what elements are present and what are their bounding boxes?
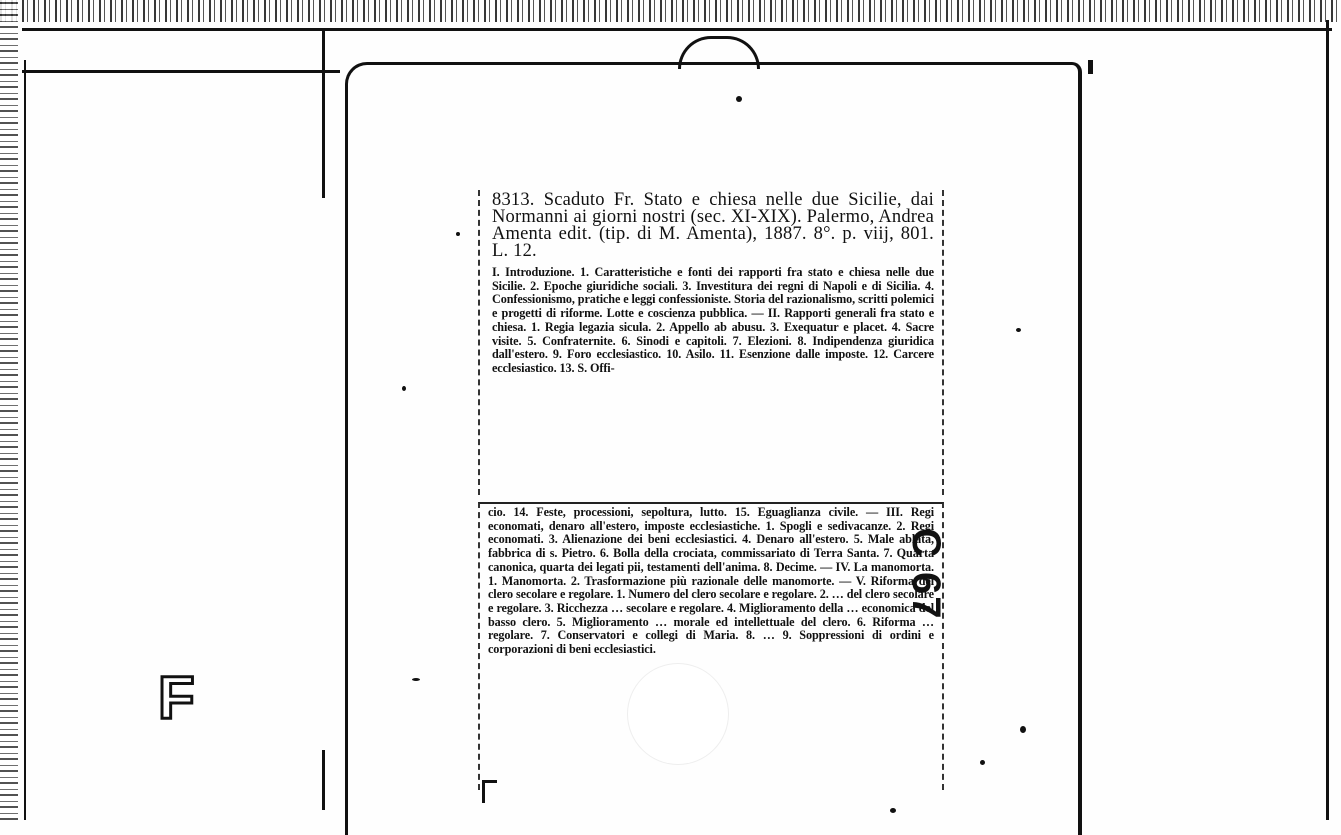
scan-speck xyxy=(402,386,406,391)
clipping-part-1 xyxy=(478,190,944,495)
card-tab-letter: F xyxy=(158,664,195,731)
scan-speck xyxy=(322,750,325,810)
frame-line-top xyxy=(22,28,1332,31)
scan-speck xyxy=(890,808,896,813)
scan-speck xyxy=(736,96,742,102)
scan-speck xyxy=(1016,328,1021,332)
scan-speck xyxy=(1020,726,1026,733)
scan-speck xyxy=(412,678,420,681)
entry-body-part-1: I. Introduzione. 1. Caratteristiche e fonti dei rapporti fra stato e chiesa nelle due Sicilie. 2. Epoche giuridiche sociali. 3. Investitura dei regni di Napoli e di Sicilia. 4. Confessionismo, pratiche e leggi confessioniste. Storia del razionalismo, scritti polemici e progetti di riforme. Lotte e coscienza pubblica. — II. Rapporti generali fra stato e chiesa. 1. Regia legazia sicula. 2. Appello ab abusu. 3. Exequatur e placet. 4. Sacre visite. 5. Confraternite. 6. Sinodi e capitoli. 7. Elezioni. 8. Indipendenza giuridica dall'estero. 9. Foro ecclesiastico. 10. Asilo. 11. Esenzione dalle imposte. 12. Carcere ecclesiastico. 13. S. Offi- xyxy=(492,265,934,375)
scan-speck xyxy=(456,232,460,236)
frame-line-upper xyxy=(22,70,340,73)
clipping-corner-mark xyxy=(482,780,497,803)
scan-noise-left xyxy=(0,0,18,820)
scan-noise-top xyxy=(0,0,1341,22)
card-side-mark: C 67 xyxy=(904,528,948,621)
scan-speck xyxy=(980,760,985,765)
frame-line-right xyxy=(1326,20,1329,820)
entry-title: 8313. Scaduto Fr. Stato e chiesa nelle due Sicilie, dai Normanni ai giorni nostri (sec. XI-XIX). Palermo, Andrea Amenta edit. (tip. di M. Amenta), 1887. 8°. p. viij, 801. L. 12. xyxy=(492,190,934,261)
punch-hole xyxy=(628,664,728,764)
scan-speck xyxy=(1088,60,1093,74)
card-hole-arc xyxy=(678,36,760,69)
frame-line-left-edge xyxy=(24,60,26,820)
frame-line-vertical-left xyxy=(322,28,325,198)
entry-body-part-2: cio. 14. Feste, processioni, sepoltura, lutto. 15. Eguaglianza civile. — III. Regi economati, denaro all'estero, imposte ecclesiastiche. 1. Spogli e sedivacanze. 2. Regi economati. 3. Alienazione dei beni ecclesiastici. 4. Denaro all'estero. 5. Male ablata, fabbrica di s. Pietro. 6. Bolla della crociata, commissariato di Terra Santa. 7. Quarta canonica, quarta dei legati pii, testamenti dell'anima. 8. Decime. — IV. La manomorta. 1. Manomorta. 2. Trasformazione più razionale delle manomorte. — V. Riforma del clero secolare e regolare. 1. Numero del clero secolare e regolare. 2. … del clero secolare e regolare. 3. Ricchezza … secolare e regolare. 4. Miglioramento della … economica del basso clero. 5. Miglioramento … morale ed intellettuale del clero. 6. Riforma … regolare. 7. Conservatori e collegi di Maria. 8. … 9. Soppressioni di ordini e corporazioni di beni ecclesiastici. xyxy=(488,505,934,657)
